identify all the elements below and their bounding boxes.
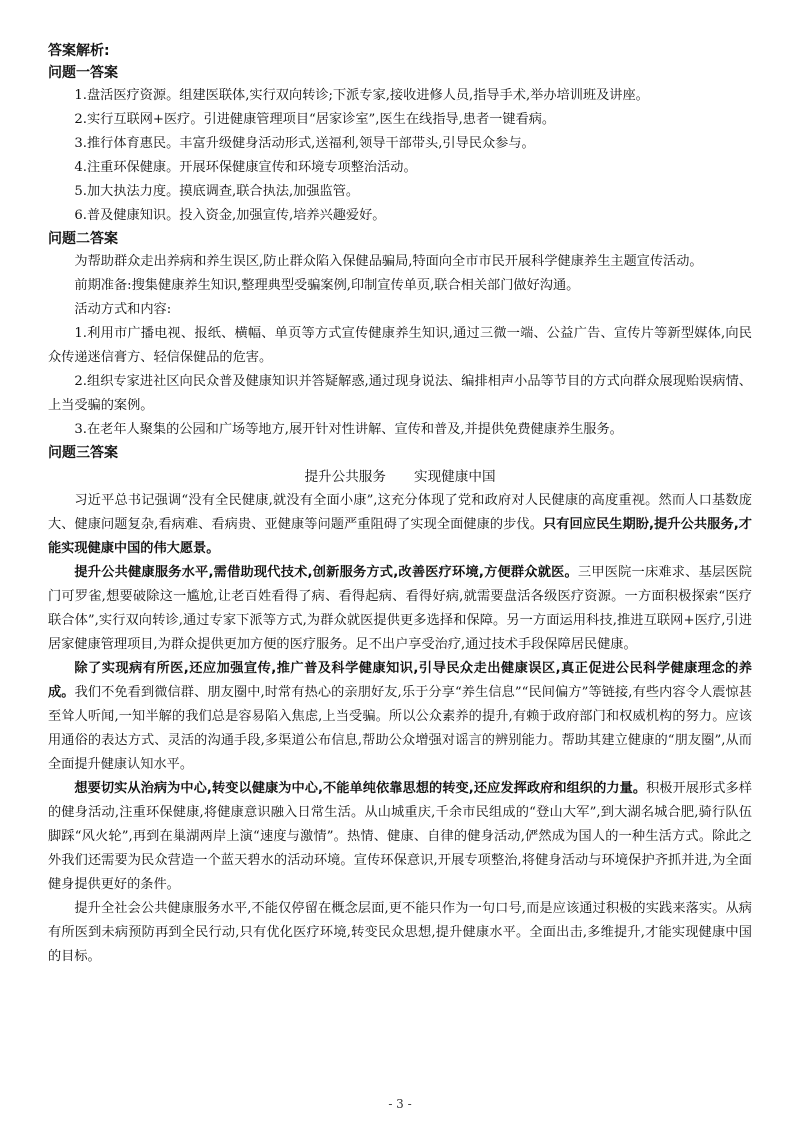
q2-intro: 为帮助群众走出养病和养生误区,防止群众陷入保健品骗局,特面向全市市民开展科学健康养生主题宣传活动。 bbox=[74, 254, 703, 269]
p2-emphasis: 提升公共健康服务水平,需借助现代技术,创新服务方式,改善医疗环境,方便群众就医。 bbox=[74, 565, 578, 580]
essay-paragraph-4 bbox=[48, 777, 752, 897]
p3-emphasis: 除了实现病有所医,还应加强宣传,推广普及科学健康知识,引导民众走出健康误区,真正促进公民科学健康理念的养成。 bbox=[48, 661, 752, 700]
q1-item: 1.盘活医疗资源。组建医联体,实行双向转诊;下派专家,接收进修人员,指导手术,举办培训班及讲座。 bbox=[74, 88, 649, 103]
essay-title bbox=[48, 465, 752, 489]
q2-title: 问题二答案 bbox=[48, 231, 118, 247]
q2-method: 1.利用市广播电视、报纸、横幅、单页等方式宣传健康养生知识,通过三微一端、公益广告、宣传片等新型媒体,向民众传递迷信膏方、轻信保健品的危害。 bbox=[48, 326, 752, 365]
essay-title-left: 提升公共服务 bbox=[304, 469, 386, 485]
p4-emphasis: 想要切实从治病为中心,转变以健康为中心,不能单纯依靠思想的转变,还应发挥政府和组织的力量。 bbox=[74, 781, 647, 796]
p1-emphasis: 只有回应民生期盼,提升公共服务,才能实现健康中国的伟大愿景。 bbox=[48, 517, 752, 556]
p5-text: 提升全社会公共健康服务水平,不能仅停留在概念层面,更不能只作为一句口号,而是应该通过积极的实践来落实。从病有所医到未病预防再到全民行动,只有优化医疗环境,转变民众思想,提升健康水平。全面出击,多维提升,才能实现健康中国的目标。 bbox=[48, 901, 752, 964]
essay-title-right: 实现健康中国 bbox=[414, 469, 496, 485]
document-page bbox=[48, 40, 752, 969]
q1-item: 3.推行体育惠民。丰富升级健身活动形式,送福利,领导干部带头,引导民众参与。 bbox=[74, 136, 535, 151]
p3-text: 我们不免看到微信群、朋友圈中,时常有热心的亲朋好友,乐于分享“养生信息”“民间偏方”等链接,有些内容令人震惊甚至耸人听闻,一知半解的我们总是容易陷入焦虑,上当受骗。所以公众素养的提升,有赖于政府部门和权威机构的努力。应该用通俗的表达方式、灵活的沟通手段,多渠道公布信息,帮助公众增强对谣言的辨别能力。帮助其建立健康的“朋友圈”,从而全面提升健康认知水平。 bbox=[48, 685, 752, 772]
essay-paragraph-3 bbox=[48, 657, 752, 777]
q2-prep: 前期准备:搜集健康养生知识,整理典型受骗案例,印制宣传单页,联合相关部门做好沟通。 bbox=[74, 278, 580, 293]
essay-paragraph-1 bbox=[48, 489, 752, 561]
p4-text: 积极开展形式多样的健身活动,注重环保健康,将健康意识融入日常生活。从山城重庆,千余市民组成的“登山大军”,到大湖名城合肥,骑行队伍脚踩“风火轮”,再到在巢湖两岸上演“速度与激情”。热情、健康、自律的健身活动,俨然成为国人的一种生活方式。除此之外我们还需要为民众营造一个蓝天碧水的活动环境。宣传环保意识,开展专项整治,将健身活动与环境保护齐抓并进,为全面健身提供更好的条件。 bbox=[48, 781, 752, 892]
answer-header: 答案解析: bbox=[48, 43, 110, 59]
essay-paragraph-2 bbox=[48, 561, 752, 657]
p1-text: 习近平总书记强调“没有全民健康,就没有全面小康”,这充分体现了党和政府对人民健康的高度重视。然而人口基数庞大、健康问题复杂,看病难、看病贵、亚健康等问题严重阻碍了实现全面健康的步伐。 bbox=[48, 493, 752, 532]
q2-method: 3.在老年人聚集的公园和广场等地方,展开针对性讲解、宣传和普及,并提供免费健康养生服务。 bbox=[74, 422, 623, 437]
p2-text: 三甲医院一床难求、基层医院门可罗雀,想要破除这一尴尬,让老百姓看得了病、看得起病、看得好病,就需要盘活各级医疗资源。一方面积极探索“医疗联合体”,实行双向转诊,通过专家下派等方式,为群众就医提供更多选择和保障。另一方面运用科技,推进互联网+医疗,引进居家健康管理项目,为群众提供更加方便的医疗服务。足不出户享受治疗,通过技术手段保障居民健康。 bbox=[48, 565, 752, 652]
q1-title: 问题一答案 bbox=[48, 65, 118, 81]
essay-paragraph-5 bbox=[48, 897, 752, 969]
q1-item: 4.注重环保健康。开展环保健康宣传和环境专项整治活动。 bbox=[74, 160, 417, 175]
q1-item: 2.实行互联网+医疗。引进健康管理项目“居家诊室”,医生在线指导,患者一键看病。 bbox=[74, 112, 556, 127]
page-number: - 3 - bbox=[388, 1097, 412, 1111]
q3-title: 问题三答案 bbox=[48, 445, 118, 461]
q1-item: 5.加大执法力度。摸底调查,联合执法,加强监管。 bbox=[74, 184, 360, 199]
q2-method: 2.组织专家进社区向民众普及健康知识并答疑解惑,通过现身说法、编排相声小品等节目的方式向群众展现贻误病情、上当受骗的案例。 bbox=[48, 374, 752, 413]
q1-item: 6.普及健康知识。投入资金,加强宣传,培养兴趣爱好。 bbox=[74, 208, 386, 223]
q2-methods-title: 活动方式和内容: bbox=[74, 302, 172, 317]
